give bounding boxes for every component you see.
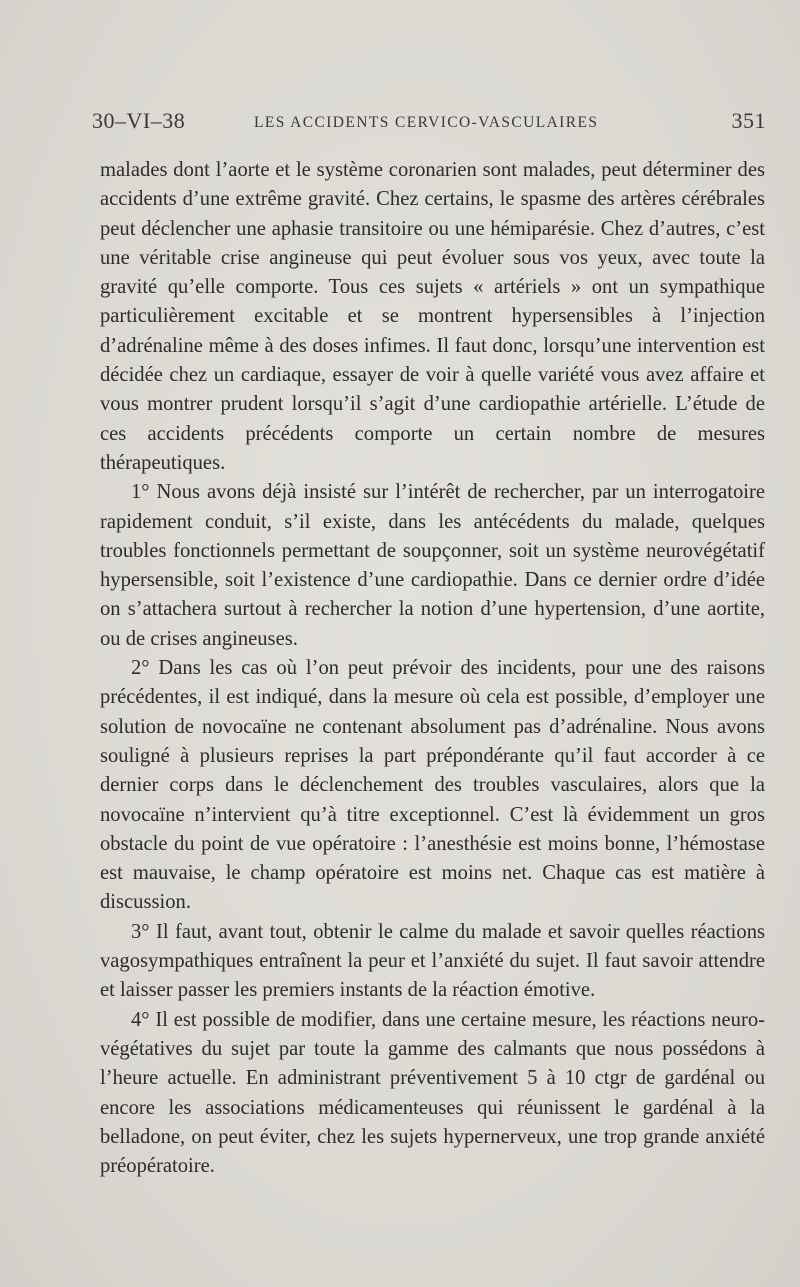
paragraph-continuation: malades dont l’aorte et le système coronarien sont malades, peut déterminer des accidents d’une extrême gravité. Chez certains, le spasme des artères cérébrales peut déclencher une aphasie transitoire ou une hémiparésie. Chez d’autres, c’est une véritable crise angineuse qui peut évoluer sous vos yeux, avec toute la gravité qu’elle comporte. Tous ces sujets « artériels » ont un sympathique particulièrement excitable et se montrent hypersensibles à l’injection d’adrénaline même à des doses infimes. Il faut donc, lorsqu’une intervention est décidée chez un cardiaque, essayer de voir à quelle variété vous avez affaire et vous montrer prudent lorsqu’il s’agit d’une cardiopathie artérielle. L’étude de ces accidents précédents comporte un certain nombre de mesures thérapeutiques.: [100, 159, 765, 474]
running-head: [92, 108, 766, 138]
body-text: [100, 156, 765, 1181]
paragraph-point-4: 4° Il est possible de modifier, dans une certaine mesure, les réactions neuro-végétatives du sujet par toute la gamme des calmants que nous possédons à l’heure actuelle. En administrant préventivement 5 à 10 ctgr de gardénal ou encore les associations médicamenteuses qui réunissent le gardénal à la belladone, on peut éviter, chez les sujets hypernerveux, une trop grande anxiété préopératoire.: [100, 1008, 765, 1178]
date-folio: 30–VI–38: [92, 108, 186, 133]
running-title: LES ACCIDENTS CERVICO-VASCULAIRES: [254, 114, 599, 131]
paragraph-point-1: 1° Nous avons déjà insisté sur l’intérêt de rechercher, par un interrogatoire rapidement conduit, s’il existe, dans les antécédents du malade, quelques troubles fonctionnels permettant de soupçonner, soit un système neurovégétatif hypersensible, soit l’existence d’une cardiopathie. Dans ce dernier ordre d’idée on s’attachera surtout à rechercher la notion d’une hypertension, d’une aortite, ou de crises angineuses.: [100, 481, 765, 650]
page-number: 351: [731, 108, 766, 133]
paragraph-point-3: 3° Il faut, avant tout, obtenir le calme du malade et savoir quelles réactions vagosympathiques entraînent la peur et l’anxiété du sujet. Il faut savoir attendre et laisser passer les premiers instants de la réaction émotive.: [100, 920, 765, 1002]
paragraph-point-2: 2° Dans les cas où l’on peut prévoir des incidents, pour une des raisons précédentes, il est indiqué, dans la mesure où cela est possible, d’employer une solution de novocaïne ne contenant absolument pas d’adrénaline. Nous avons souligné à plusieurs reprises la part prépondérante qu’il faut accorder à ce dernier corps dans le déclenchement des troubles vasculaires, alors que la novocaïne n’intervient qu’à titre exceptionnel. C’est là évidemment un gros obstacle du point de vue opératoire : l’anesthésie est moins bonne, l’hémostase est mauvaise, le champ opératoire est moins net. Chaque cas est matière à discussion.: [100, 657, 765, 914]
